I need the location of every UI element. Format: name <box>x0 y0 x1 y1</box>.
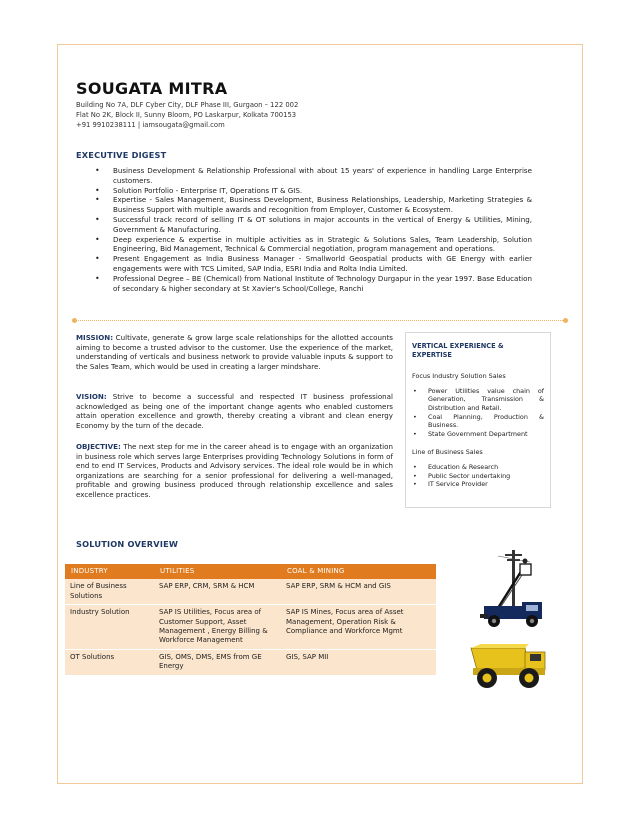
solution-overview-title: SOLUTION OVERVIEW <box>76 539 179 549</box>
divider-dot-right <box>563 318 568 323</box>
contact-block <box>76 100 298 130</box>
digest-item: • Business Development & Relationship Professional with about 15 years' of experience in handling Large Enterprise customers. <box>95 166 532 186</box>
address-line-1: Building No 7A, DLF Cyber City, DLF Phase III, Gurgaon – 122 002 <box>76 101 299 109</box>
table-cell: GIS, SAP MII <box>281 649 436 675</box>
objective-text: The next step for me in the career ahead is to engage with an organization in business role which serves large Enterprises providing Technology Solutions in form of end to end IT Services, Products and Advisory services. The ideal role would be in which organizations are searching for a senior professional for delivering a well-managed, profitable and growing business produced through relationship excellence and sales excellence practices. <box>76 442 393 499</box>
digest-item: • Solution Portfolio - Enterprise IT, Operations IT & GIS. <box>95 186 532 196</box>
phone-email: +91 9910238111 | iamsougata@gmail.com <box>76 121 225 129</box>
executive-digest-list <box>95 166 532 293</box>
vertical-experience-title: VERTICAL EXPERIENCE & EXPERTISE <box>412 342 504 359</box>
focus-item: • State Government Department <box>412 430 544 439</box>
table-cell: SAP ERP, SRM & HCM and GIS <box>281 579 436 604</box>
dump-truck-icon <box>467 642 551 690</box>
section-divider <box>75 320 565 321</box>
table-cell: Line of Business Solutions <box>65 579 154 604</box>
line-of-business-label: Line of Business Sales <box>412 448 483 457</box>
digest-item: • Present Engagement as India Business Manager - Smallworld Geospatial products with GE Energy with earlier engagements were with TCS Limited, SAP India, ESRI India and Rolta India Limited. <box>95 254 532 274</box>
mission-paragraph <box>76 333 393 371</box>
vision-text: Strive to become a successful and respected IT business professional acknowledged as being one of the important change agents who enabled customers attain operation excellence and growth, thereby creating a vibrant and clean energy Economy by the turn of the decade. <box>76 392 393 430</box>
table-cell: GIS, OMS, DMS, EMS from GE Energy <box>154 649 281 675</box>
candidate-name: SOUGATA MITRA <box>76 79 228 98</box>
digest-item: • Successful track record of selling IT & OT solutions in major accounts in the vertical of Energy & Utilities, Mining, Government & Manufacturing. <box>95 215 532 235</box>
focus-item: • Power Utilities value chain of Generation, Transmission & Distribution and Retail. <box>412 387 544 413</box>
focus-industry-label: Focus Industry Solution Sales <box>412 372 506 381</box>
lob-item: • Education & Research <box>412 463 544 472</box>
table-cell: SAP IS Mines, Focus area of Asset Management, Operation Risk & Compliance and Workforce Mgmt <box>281 605 436 650</box>
table-row <box>65 605 436 650</box>
lob-item: • IT Service Provider <box>412 480 544 489</box>
focus-industry-list <box>412 387 544 439</box>
solution-overview-table <box>65 564 436 676</box>
table-cell: OT Solutions <box>65 649 154 675</box>
bucket-truck-icon <box>478 548 550 632</box>
table-header-row <box>65 564 436 579</box>
vision-label: VISION: <box>76 392 107 401</box>
objective-label: OBJECTIVE: <box>76 442 121 451</box>
lob-item: • Public Sector undertaking <box>412 472 544 481</box>
table-row <box>65 579 436 604</box>
objective-paragraph <box>76 442 393 500</box>
table-row <box>65 649 436 675</box>
table-cell: SAP ERP, CRM, SRM & HCM <box>154 579 281 604</box>
mission-text: Cultivate, generate & grow large scale relationships for the allotted accounts aiming to become a trusted advisor to the customer. Use the experience of the market, understanding of verticals and business network to provide valuable inputs & support to the Sales Team, which would be used in creating a larger mindshare. <box>76 333 393 371</box>
executive-digest-title: EXECUTIVE DIGEST <box>76 150 167 160</box>
digest-item: • Expertise - Sales Management, Business Development, Business Relationships, Leadership, Marketing Strategies & Business Support with multiple awards and recognition from Employer, Customer & Ecosystem. <box>95 195 532 215</box>
divider-dot-left <box>72 318 77 323</box>
focus-item: • Coal Planning, Production & Business. <box>412 413 544 430</box>
vertical-experience-box <box>405 332 551 508</box>
line-of-business-list <box>412 463 544 489</box>
vision-paragraph <box>76 392 393 430</box>
mission-label: MISSION: <box>76 333 114 342</box>
table-cell: Industry Solution <box>65 605 154 650</box>
digest-item: • Deep experience & expertise in multiple activities as in Strategic & Solutions Sales, Team Leadership, Solution Engineering, Bid Management, Technical & Commercial negotiation, program management and operations. <box>95 235 532 255</box>
header-industry: INDUSTRY <box>65 564 154 579</box>
table-cell: SAP IS Utilities, Focus area of Customer Support, Asset Management , Energy Billing & Workforce Management <box>154 605 281 650</box>
header-coal-mining: COAL & MINING <box>281 564 436 579</box>
digest-item: • Professional Degree – BE (Chemical) from National Institute of Technology Durgapur in the year 1997. Base Education of secondary & higher secondary at St Xavier's School/College, Ranchi <box>95 274 532 294</box>
address-line-2: Flat No 2K, Block II, Sunny Bloom, PO Laskarpur, Kolkata 700153 <box>76 111 297 119</box>
header-utilities: UTILITIES <box>154 564 281 579</box>
